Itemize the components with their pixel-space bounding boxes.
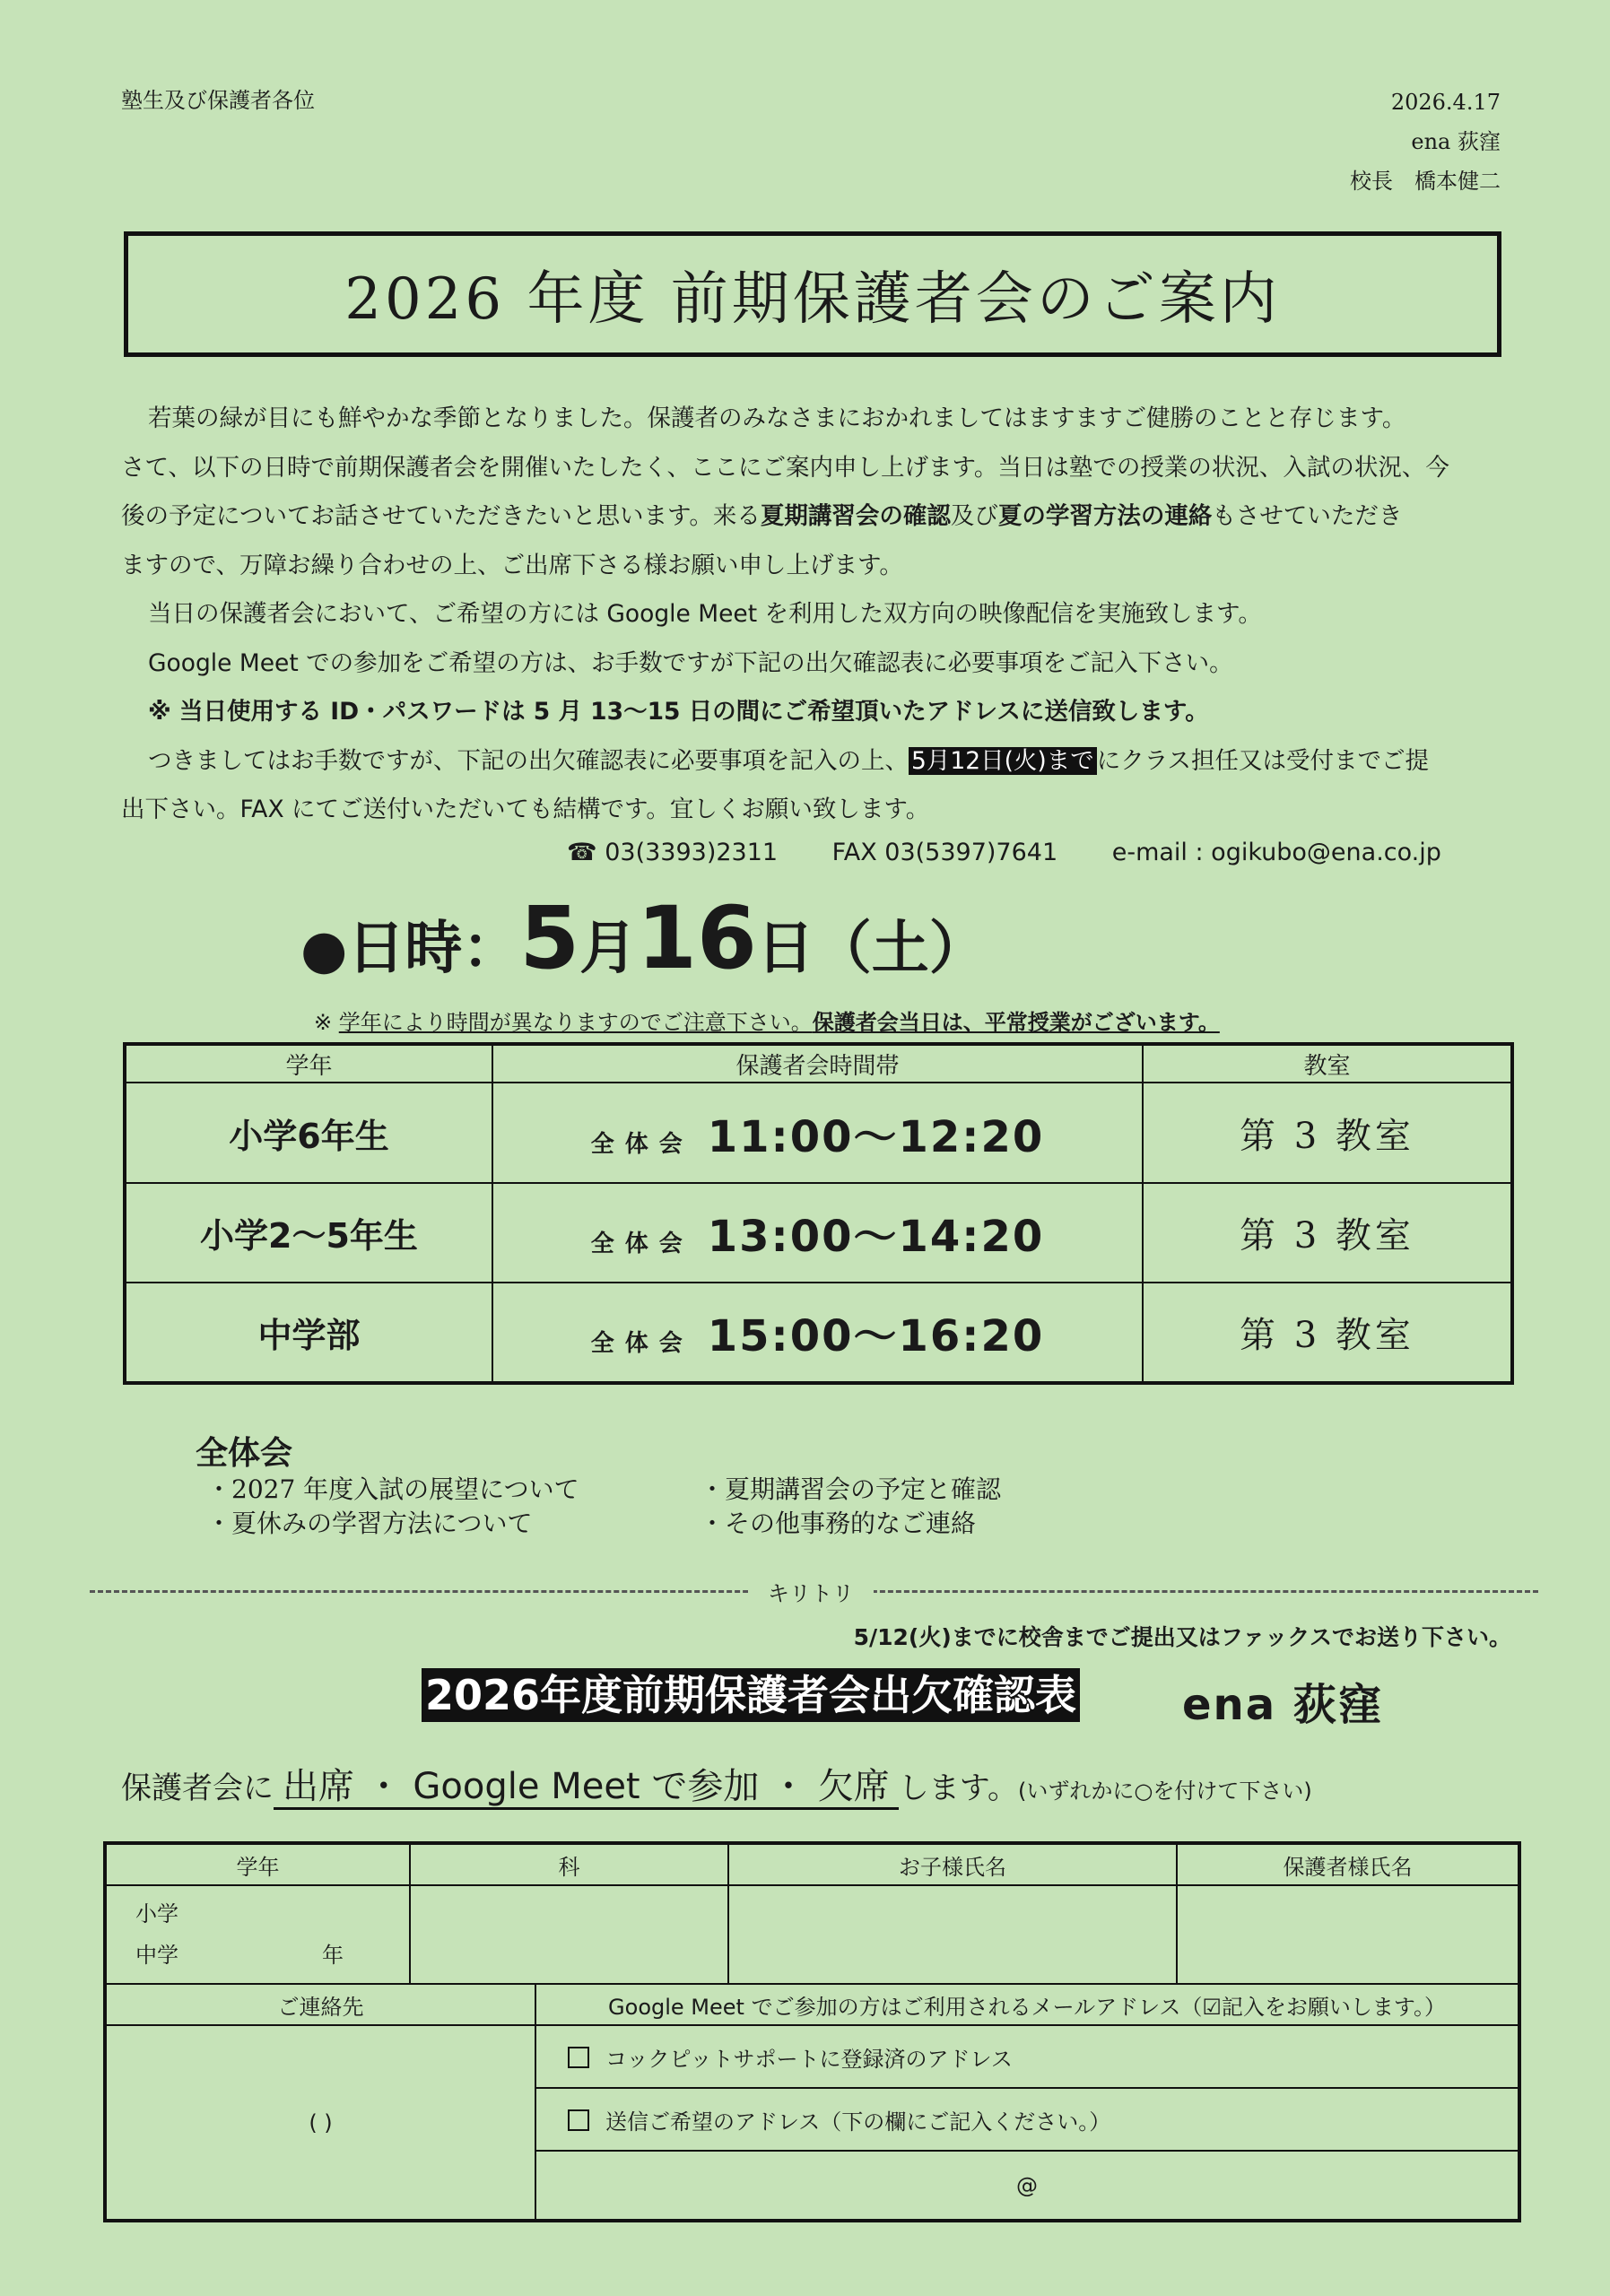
event-day: 16 — [637, 888, 757, 988]
header-info — [1350, 83, 1501, 201]
session-label: 全体会 — [590, 1230, 693, 1257]
fax-number: FAX 03(5397)7641 — [831, 839, 1058, 866]
intro-bold-run: ※ 当日使用する ID・パスワードは 5 月 13～15 日の間にご希望頂いたアドレスに送信致します。 — [148, 698, 1209, 726]
gm-option-row — [105, 2025, 1519, 2088]
at-sign: @ — [1016, 2172, 1038, 2198]
attend-suffix: します。 — [898, 1770, 1019, 1806]
event-weekday: （土） — [814, 916, 987, 982]
cut-label: キリトリ — [748, 1576, 874, 1607]
day-unit: 日 — [756, 916, 814, 982]
column-header: お子様氏名 — [728, 1843, 1177, 1885]
attendance-line — [121, 1758, 1312, 1809]
intro-bold-run: 夏の学習方法の連絡 — [997, 502, 1213, 530]
intro-line — [121, 737, 1507, 787]
room-cell: 第 3 教室 — [1143, 1183, 1512, 1283]
course-entry-cell[interactable] — [410, 1885, 728, 1984]
month-unit: 月 — [579, 916, 638, 982]
note-underlined: 学年により時間が異なりますのでご注意下さい。 — [338, 1010, 813, 1035]
column-header: 保護者会時間帯 — [492, 1044, 1143, 1083]
intro-line — [121, 492, 1507, 542]
form-header-row — [105, 1843, 1519, 1885]
agenda-heading: 全体会 — [196, 1435, 293, 1472]
parent-name-entry-cell[interactable] — [1177, 1885, 1519, 1984]
grade-middle-line — [135, 1935, 409, 1976]
table-row — [125, 1183, 1512, 1283]
agenda-column-left — [206, 1473, 579, 1541]
intro-line: さて、以下の日時で前期保護者会を開催いたしたく、ここにご案内申し上げます。当日は塾での授業の状況、入試の状況、今 — [121, 453, 1449, 482]
deadline-highlight: 5月12日(火)まで — [909, 747, 1097, 775]
schedule-table — [123, 1042, 1514, 1385]
intro-line — [121, 688, 1507, 737]
grade-cell: 中学部 — [125, 1283, 492, 1383]
table-row — [125, 1083, 1512, 1182]
agenda-item: ・夏休みの学習方法について — [206, 1509, 533, 1538]
column-header: 教室 — [1143, 1044, 1512, 1083]
note-bold: 保護者会当日は、平常授業がございます。 — [812, 1010, 1220, 1035]
form-title: 2026年度前期保護者会出欠確認表 — [422, 1668, 1080, 1722]
datetime-label: 日時： — [347, 916, 520, 982]
time-cell — [492, 1083, 1143, 1182]
email-address: e-mail : ogikubo@ena.co.jp — [1111, 839, 1441, 866]
child-name-entry-cell[interactable] — [728, 1885, 1177, 1984]
attendance-form-table — [103, 1841, 1521, 2222]
event-datetime — [300, 888, 987, 988]
agenda-item: ・夏期講習会の予定と確認 — [700, 1474, 1002, 1504]
contact-parens: ( ) — [309, 2109, 333, 2135]
agenda-item: ・その他事務的なご連絡 — [700, 1509, 977, 1538]
grade-elementary: 小学 — [135, 1901, 178, 1926]
table-header-row — [125, 1044, 1512, 1083]
contact-line — [567, 839, 1488, 866]
attend-prefix: 保護者会に — [121, 1770, 274, 1806]
gm-option-custom[interactable] — [535, 2088, 1519, 2151]
schedule-note — [314, 1004, 1220, 1036]
form-entry-row — [105, 1885, 1519, 1984]
bullet-icon: ● — [300, 918, 348, 981]
phone-number: ☎ 03(3393)2311 — [567, 839, 779, 866]
session-label: 全体会 — [590, 1130, 693, 1158]
room-cell: 第 3 教室 — [1143, 1283, 1512, 1383]
time-cell — [492, 1183, 1143, 1283]
grade-cell: 小学2～5年生 — [125, 1183, 492, 1283]
grade-unit: 年 — [322, 1943, 344, 1968]
intro-line: Google Meet での参加をご希望の方は、お手数ですが下記の出欠確認表に必要事項をご記入下さい。 — [148, 648, 1233, 677]
session-time: 15:00～16:20 — [707, 1310, 1045, 1361]
attend-note: (いずれかに○を付けて下さい) — [1018, 1779, 1312, 1804]
intro-bold-run: 夏期講習会の確認 — [760, 502, 951, 530]
issue-date: 2026.4.17 — [1390, 90, 1501, 115]
table-row — [125, 1283, 1512, 1383]
grade-middle: 中学 — [135, 1943, 178, 1968]
option-label: コックピットサポートに登録済のアドレス — [605, 2046, 1013, 2072]
attendance-options[interactable]: 出席 ・ Google Meet で参加 ・ 欠席 — [274, 1766, 899, 1810]
submission-deadline: 5/12(火)までに校舎までご提出又はファックスでお送り下さい。 — [853, 1624, 1511, 1650]
gm-option-registered[interactable] — [535, 2025, 1519, 2088]
event-month: 5 — [519, 888, 580, 988]
contact-header: ご連絡先 — [105, 1984, 535, 2025]
email-entry-cell[interactable] — [535, 2151, 1519, 2221]
room-cell: 第 3 教室 — [1143, 1083, 1512, 1182]
agenda-item: ・2027 年度入試の展望について — [206, 1474, 579, 1504]
column-header: 学年 — [125, 1044, 492, 1083]
session-label: 全体会 — [590, 1329, 693, 1357]
intro-line: ますので、万障お繰り合わせの上、ご出席下さる様お願い申し上げます。 — [121, 551, 903, 579]
session-time: 13:00～14:20 — [707, 1211, 1045, 1262]
column-header: 学年 — [105, 1843, 410, 1885]
column-header: 科 — [410, 1843, 728, 1885]
time-cell — [492, 1283, 1143, 1383]
title-text: 2026 年度 前期保護者会のご案内 — [344, 266, 1281, 333]
intro-text-run: 後の予定についてお話させていただきたいと思います。来る — [121, 502, 761, 530]
intro-line: 若葉の緑が目にも鮮やかな季節となりました。保護者のみなさまにおかれましてはますますご健勝のことと存じます。 — [148, 404, 1406, 432]
session-time: 11:00～12:20 — [707, 1111, 1045, 1162]
intro-text-run: もさせていただき — [1212, 502, 1403, 530]
intro-text-run: にクラス担任又は受付までご提 — [1096, 746, 1429, 775]
document-title — [124, 231, 1501, 357]
intro-text — [121, 395, 1507, 835]
checkbox-icon[interactable] — [568, 2109, 589, 2131]
agenda-column-right — [700, 1473, 1001, 1541]
intro-text-run: つきましてはお手数ですが、下記の出欠確認表に必要事項を記入の上、 — [148, 746, 909, 775]
principal-name: 校長 橋本健二 — [1350, 169, 1501, 194]
intro-text-run: 及び — [950, 502, 998, 530]
note-prefix: ※ — [314, 1010, 339, 1035]
ena-logo: ena 荻窪 — [1182, 1680, 1383, 1730]
school-name: ena 荻窪 — [1411, 129, 1501, 154]
gm-header-row — [105, 1984, 1519, 2025]
recipients: 塾生及び保護者各位 — [121, 88, 315, 113]
grade-entry-cell[interactable] — [105, 1885, 410, 1984]
option-label: 送信ご希望のアドレス（下の欄にご記入ください。） — [605, 2109, 1111, 2135]
checkbox-icon[interactable] — [568, 2047, 589, 2068]
column-header: 保護者様氏名 — [1177, 1843, 1519, 1885]
intro-line: 当日の保護者会において、ご希望の方には Google Meet を利用した双方向の映像配信を実施致します。 — [148, 600, 1262, 628]
gm-header: Google Meet でご参加の方はご利用されるメールアドレス（☑記入をお願いします。） — [535, 1984, 1519, 2025]
intro-line: 出下さい。FAX にてご送付いただいても結構です。宜しくお願い致します。 — [121, 796, 930, 823]
grade-cell: 小学6年生 — [125, 1083, 492, 1182]
contact-entry-cell[interactable] — [105, 2025, 535, 2221]
